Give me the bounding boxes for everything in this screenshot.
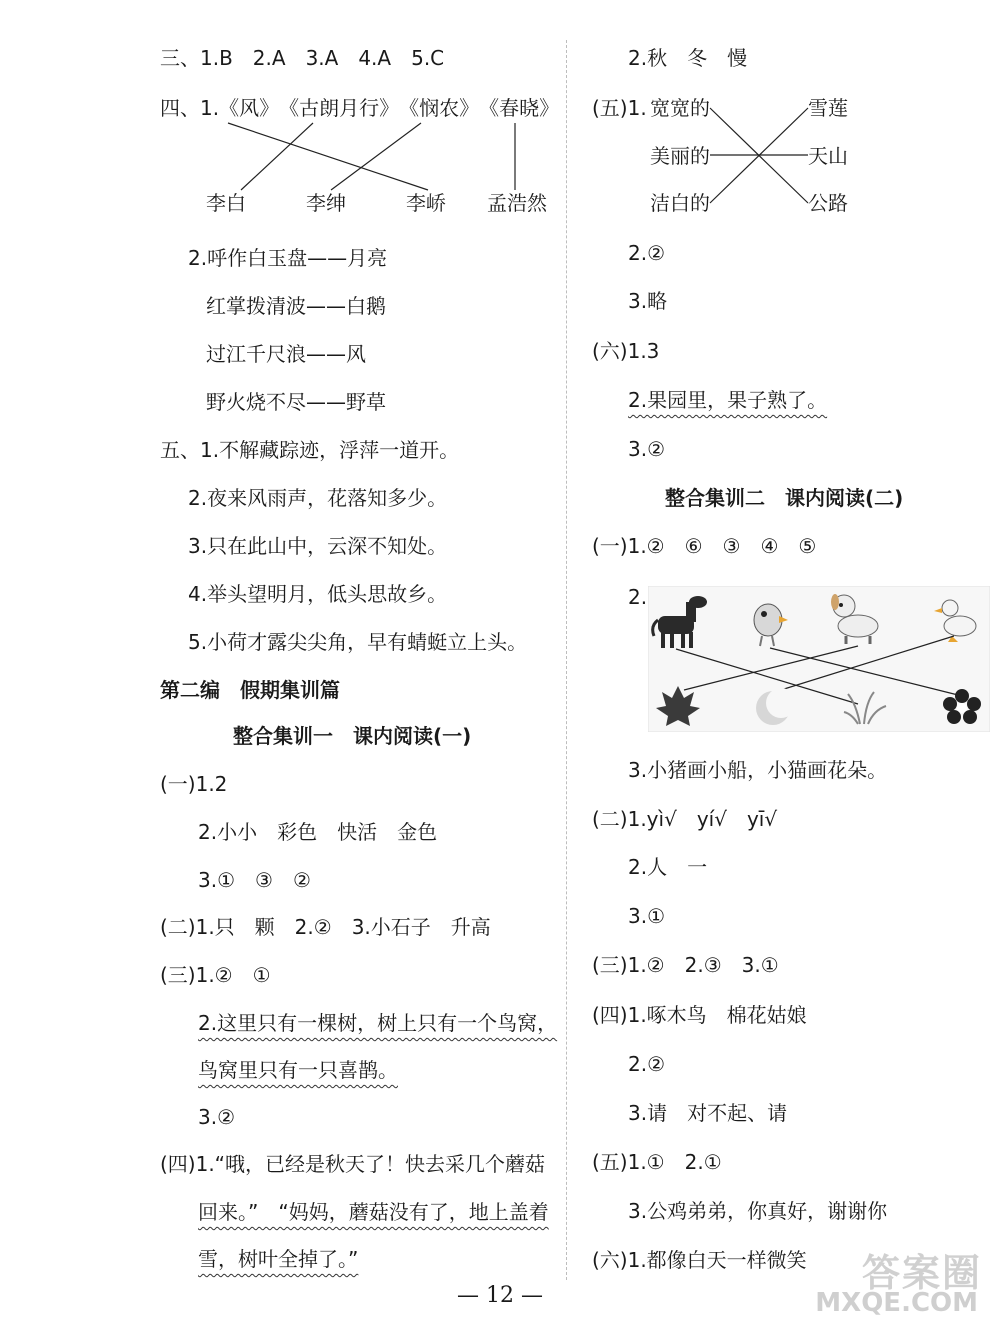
poem-line: 2.夜来风雨声，花落知多少。 [188, 486, 448, 510]
animal-picture-matching [648, 586, 990, 732]
answer-line: (一)1.2 [160, 772, 228, 796]
poem-line: 五、1.不解藏踪迹，浮萍一道开。 [160, 438, 460, 462]
riddle-line: 野火烧不尽——野草 [206, 390, 386, 414]
author-li-bai: 李白 [206, 191, 246, 215]
unit-title: 整合集训二 课内阅读(二) [665, 486, 904, 510]
answer-line: (二)1.yì√ yí√ yī√ [592, 807, 778, 831]
word-matching-lines [0, 0, 1000, 230]
answer-line: (六)1.3 [592, 339, 660, 363]
riddle-line: 2.呼作白玉盘——月亮 [188, 246, 388, 270]
match-left-item: 宽宽的 [650, 96, 710, 120]
answer-line: (三)1.② ① [160, 963, 271, 987]
poem-line: 4.举头望明月，低头思故乡。 [188, 582, 448, 606]
answer-line: (四)1.啄木鸟 棉花姑娘 [592, 1003, 807, 1027]
match-right-item: 天山 [808, 144, 848, 168]
answer-line: (三)1.② 2.③ 3.① [592, 953, 779, 977]
match-right-item: 公路 [808, 191, 848, 215]
answer-line: (二)1.只 颗 2.② 3.小石子 升高 [160, 915, 491, 939]
page-number: — 12 — [457, 1283, 543, 1308]
watermark-logo: 答案圈 [861, 1251, 982, 1295]
answer-line: (五)1.① 2.① [592, 1150, 722, 1174]
answer-line: 2.② [628, 1052, 666, 1076]
answer-line: 3.略 [628, 289, 668, 313]
match-right-item: 雪莲 [808, 96, 848, 120]
part-title: 第二编 假期集训篇 [160, 678, 340, 702]
answer-line: 3.公鸡弟弟，你真好，谢谢你 [628, 1199, 888, 1223]
watermark-url: MXQE.COM [815, 1288, 978, 1318]
unit-title: 整合集训一 课内阅读(一) [233, 724, 472, 748]
section-3-answers: 三、1.B 2.A 3.A 4.A 5.C [160, 46, 445, 70]
match-left-item: 美丽的 [650, 144, 710, 168]
answer-line: 3.② [198, 1105, 236, 1129]
answer-line: 3.小猪画小船，小猫画花朵。 [628, 758, 888, 782]
section-5-head: (五)1. [592, 96, 647, 120]
underlined-sentence: 鸟窝里只有一只喜鹊。 [198, 1058, 398, 1082]
section-4-poems: 四、1.《风》 《古朗月行》 《悯农》 《春晓》 [160, 96, 560, 120]
poem-line: 5.小荷才露尖尖角，早有蜻蜓立上头。 [188, 630, 528, 654]
answer-line: 3.① ③ ② [198, 868, 311, 892]
answer-line: 2.秋 冬 慢 [628, 46, 748, 70]
author-meng-haoran: 孟浩然 [487, 191, 547, 215]
match-left-item: 洁白的 [650, 191, 710, 215]
answer-line: (四)1.“哦，已经是秋天了！快去采几个蘑菇 [160, 1152, 546, 1176]
riddle-line: 红掌拨清波——白鹅 [206, 294, 386, 318]
answer-line: (六)1.都像白天一样微笑 [592, 1248, 807, 1272]
underlined-sentence: 回来。” “妈妈，蘑菇没有了，地上盖着 [198, 1200, 549, 1224]
riddle-line: 过江千尺浪——风 [206, 342, 366, 366]
underlined-sentence: 2.果园里，果子熟了。 [628, 388, 828, 412]
answer-line: 2. [628, 585, 648, 609]
answer-line: (一)1.② ⑥ ③ ④ ⑤ [592, 534, 817, 558]
underlined-sentence: 雪，树叶全掉了。” [198, 1247, 359, 1271]
answer-line: 3.① [628, 904, 666, 928]
author-li-jiao: 李峤 [406, 191, 446, 215]
answer-line: 3.请 对不起、请 [628, 1101, 788, 1125]
answer-line: 2.小小 彩色 快活 金色 [198, 820, 438, 844]
answer-line: 2.② [628, 241, 666, 265]
author-li-shen: 李绅 [306, 191, 346, 215]
poem-line: 3.只在此山中，云深不知处。 [188, 534, 448, 558]
underlined-sentence: 2.这里只有一棵树，树上只有一个鸟窝， [198, 1011, 558, 1035]
answer-line: 2.人 一 [628, 855, 708, 879]
answer-line: 3.② [628, 437, 666, 461]
